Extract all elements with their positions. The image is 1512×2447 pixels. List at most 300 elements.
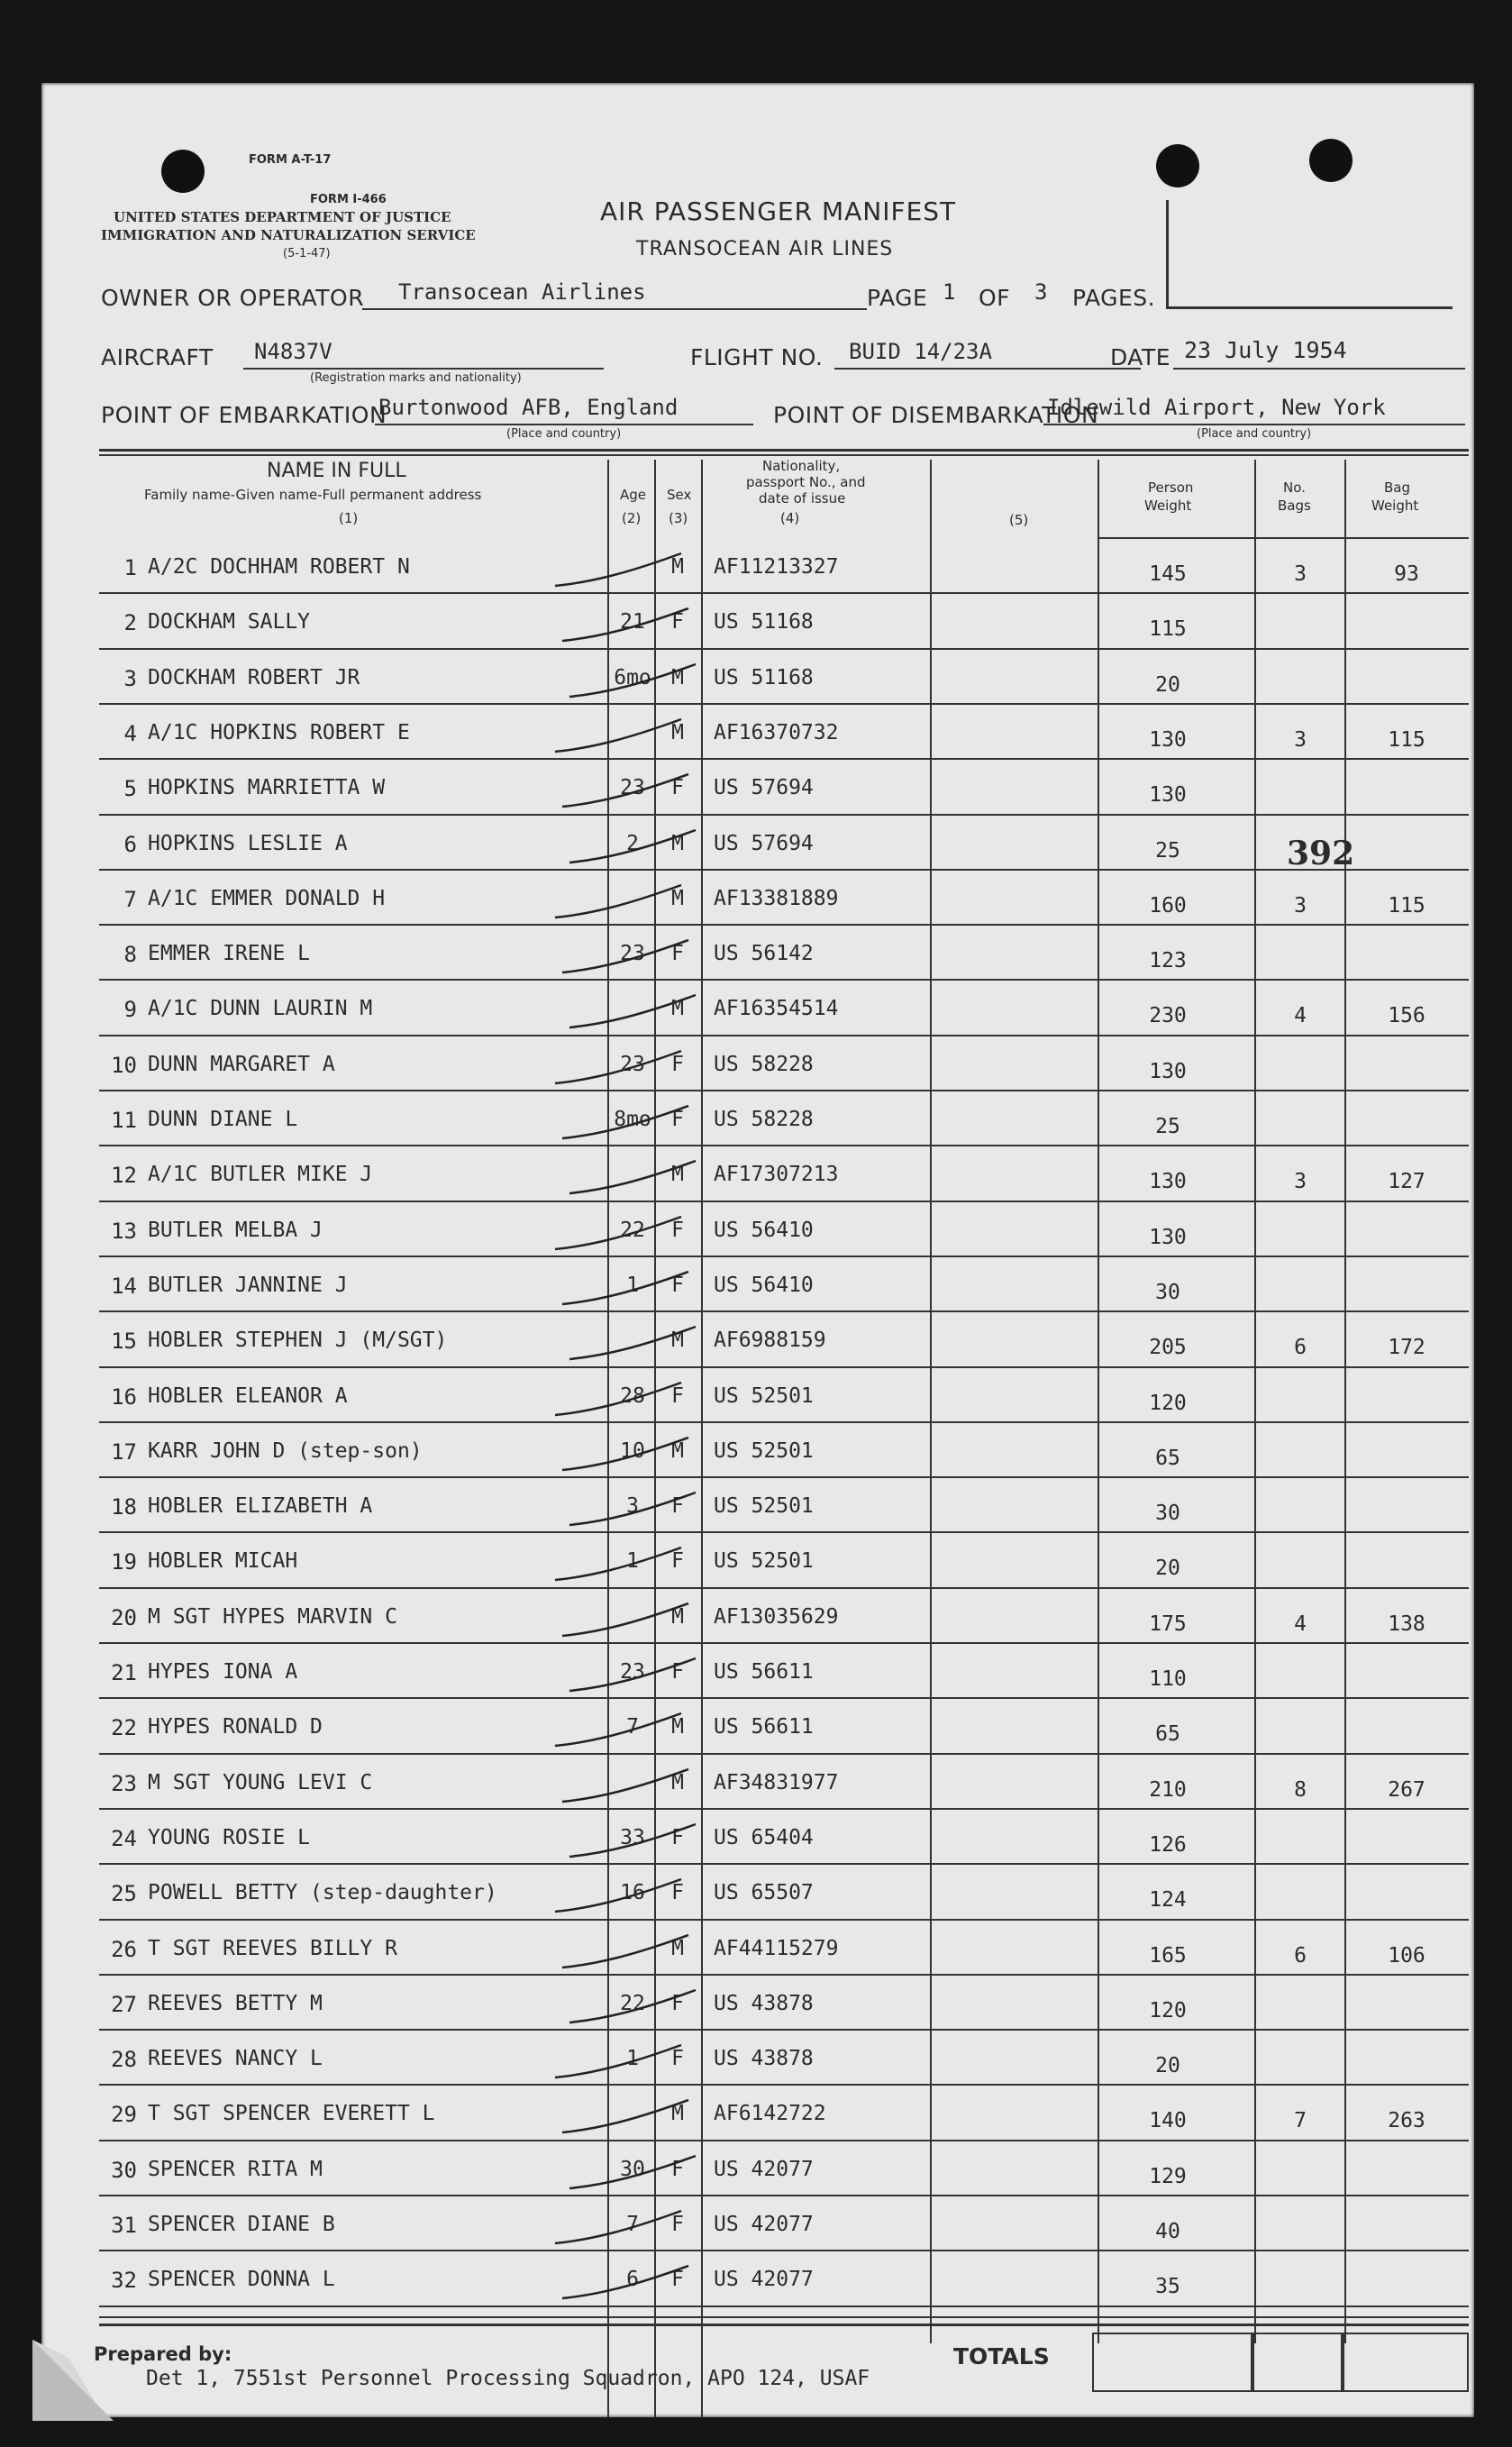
passenger-name: BUTLER MELBA J (148, 1218, 323, 1242)
col-rule-5 (930, 460, 932, 2343)
table-row (99, 2029, 1469, 2031)
passenger-passport: US 42077 (714, 2213, 814, 2236)
check-mark (560, 1651, 741, 1705)
row-number: 20 (111, 1604, 137, 1630)
passenger-age: 6mo (614, 665, 651, 689)
passenger-name: SPENCER RITA M (148, 2157, 323, 2181)
check-mark (560, 1817, 741, 1871)
passenger-name: M SGT YOUNG LEVI C (148, 1770, 373, 1794)
col-rule-bagw (1344, 460, 1346, 2343)
bag-count: 3 (1294, 562, 1307, 586)
table-row (99, 1697, 1469, 1699)
row-number: 13 (111, 1218, 137, 1244)
person-weight: 35 (1155, 2275, 1180, 2299)
check-mark (546, 1044, 726, 1098)
col-bagw-2: Weight (1371, 498, 1419, 514)
check-mark (553, 1430, 733, 1484)
passenger-passport: AF34831977 (714, 1770, 839, 1794)
passenger-name: HYPES IONA A (148, 1660, 298, 1684)
check-mark (546, 1706, 726, 1760)
row-number: 32 (111, 2268, 137, 2294)
table-row (99, 1919, 1469, 1921)
table-row (99, 2305, 1469, 2307)
person-weight: 130 (1149, 1059, 1187, 1083)
form-date: (5-1-47) (283, 247, 331, 260)
row-number: 8 (123, 942, 137, 968)
check-mark (560, 1983, 741, 2037)
bag-weight: 93 (1394, 562, 1419, 586)
person-weight: 120 (1149, 1998, 1187, 2022)
check-mark (546, 2038, 726, 2092)
owner-label: OWNER OR OPERATOR (101, 285, 365, 311)
disembarkation-label: POINT OF DISEMBARKATION (773, 402, 1099, 428)
col-name-num: (1) (339, 510, 359, 526)
passenger-passport: US 56611 (714, 1715, 814, 1739)
col-bags-1: No. (1283, 479, 1306, 496)
person-weight: 120 (1149, 1391, 1187, 1415)
passenger-age: 6 (626, 2268, 639, 2292)
person-weight: 20 (1155, 1557, 1180, 1581)
passenger-name: SPENCER DIANE B (148, 2213, 335, 2236)
form-number-1: FORM A-T-17 (249, 153, 332, 167)
passenger-sex: F (671, 2047, 684, 2071)
owner-value: Transocean Airlines (398, 279, 646, 305)
passenger-passport: US 58228 (714, 1052, 814, 1076)
bag-weight: 138 (1388, 1612, 1425, 1636)
person-weight: 20 (1155, 2054, 1180, 2078)
bag-weight: 127 (1388, 1170, 1425, 1194)
bag-weight: 263 (1388, 2109, 1425, 2133)
passenger-age: 1 (626, 1273, 639, 1297)
row-number: 26 (111, 1936, 137, 1962)
table-top-rule-2 (99, 454, 1469, 456)
passenger-name: HOBLER ELEANOR A (148, 1383, 348, 1408)
passenger-age: 23 (620, 942, 645, 966)
flight-underline (834, 368, 1141, 370)
passenger-name: A/1C BUTLER MIKE J (148, 1163, 373, 1187)
passenger-sex: F (671, 1549, 684, 1574)
table-row (99, 1808, 1469, 1810)
passenger-name: A/2C DOCHHAM ROBERT N (148, 555, 410, 579)
passenger-passport: US 56142 (714, 942, 814, 966)
passenger-sex: F (671, 1218, 684, 1242)
passenger-name: M SGT HYPES MARVIN C (148, 1604, 397, 1629)
table-row (99, 2195, 1469, 2196)
passenger-passport: AF13035629 (714, 1604, 839, 1629)
passenger-age: 22 (620, 1991, 645, 2015)
check-mark (546, 878, 726, 932)
table-row (99, 1531, 1469, 1533)
person-weight: 25 (1155, 838, 1180, 863)
punch-hole-left (161, 150, 205, 193)
person-weight: 65 (1155, 1722, 1180, 1747)
table-row (99, 1476, 1469, 1478)
col-weight-1: Person (1148, 479, 1194, 496)
bag-weight: 156 (1388, 1004, 1425, 1028)
totals-weight-box (1092, 2333, 1254, 2392)
passenger-sex: M (671, 720, 684, 744)
row-number: 11 (111, 1108, 137, 1133)
person-weight: 145 (1149, 562, 1187, 586)
table-row (99, 924, 1469, 926)
table-row (99, 1863, 1469, 1865)
table-row (99, 1201, 1469, 1202)
person-weight: 124 (1149, 1888, 1187, 1913)
passenger-sex: F (671, 1494, 684, 1519)
passenger-age: 21 (620, 610, 645, 635)
aircraft-label: AIRCRAFT (101, 344, 214, 370)
row-number: 12 (111, 1163, 137, 1189)
passenger-name: A/1C EMMER DONALD H (148, 886, 386, 910)
row-number: 30 (111, 2157, 137, 2183)
check-mark (546, 1210, 726, 1264)
person-weight: 130 (1149, 1170, 1187, 1194)
check-mark (553, 1762, 733, 1816)
check-mark (560, 988, 741, 1042)
header-bottom-rule (1098, 537, 1469, 539)
manifest-subtitle: TRANSOCEAN AIR LINES (636, 238, 894, 260)
passenger-sex: F (671, 776, 684, 800)
person-weight: 130 (1149, 783, 1187, 808)
row-number: 5 (123, 776, 137, 802)
disembarkation-note: (Place and country) (1197, 427, 1312, 441)
person-weight: 130 (1149, 1225, 1187, 1249)
page-value: 1 (943, 279, 956, 305)
check-mark (560, 2149, 741, 2203)
row-number: 17 (111, 1438, 137, 1465)
table-row (99, 758, 1469, 760)
col-nat-num: (4) (780, 510, 800, 526)
col-nat-3: date of issue (759, 490, 846, 507)
manifest-title: AIR PASSENGER MANIFEST (600, 196, 957, 226)
flight-value: BUID 14/23A (849, 339, 992, 364)
person-weight: 165 (1149, 1943, 1187, 1968)
row-number: 14 (111, 1273, 137, 1299)
table-row (99, 1974, 1469, 1976)
col-sex: Sex (667, 487, 692, 503)
table-row (99, 703, 1469, 705)
table-row (99, 869, 1469, 871)
table-row (99, 1587, 1469, 1589)
row-number: 21 (111, 1660, 137, 1685)
person-weight: 175 (1149, 1612, 1187, 1636)
col-name-sub: Family name-Given name-Full permanent address (144, 487, 482, 503)
passenger-name: T SGT SPENCER EVERETT L (148, 2102, 435, 2126)
passenger-name: YOUNG ROSIE L (148, 1825, 311, 1849)
col-nat-2: passport No., and (746, 474, 866, 490)
table-row (99, 1421, 1469, 1423)
passenger-sex: F (671, 1108, 684, 1131)
passenger-passport: US 52501 (714, 1549, 814, 1574)
check-mark (553, 767, 733, 821)
passenger-name: HOBLER STEPHEN J (M/SGT) (148, 1329, 448, 1353)
person-weight: 110 (1149, 1667, 1187, 1691)
prepared-by-label: Prepared by: (94, 2343, 232, 2365)
person-weight: 25 (1155, 1115, 1180, 1138)
passenger-passport: AF11213327 (714, 555, 839, 579)
check-mark (546, 2204, 726, 2258)
passenger-sex: M (671, 2102, 684, 2126)
person-weight: 129 (1149, 2164, 1187, 2188)
passenger-sex: M (671, 1329, 684, 1353)
passenger-sex: F (671, 1991, 684, 2015)
person-weight: 30 (1155, 1502, 1180, 1526)
check-mark (553, 933, 733, 987)
manifest-page (41, 83, 1474, 2417)
passenger-name: DUNN MARGARET A (148, 1052, 335, 1076)
footer-top-rule-2 (99, 2324, 1469, 2326)
passenger-age: 28 (620, 1383, 645, 1408)
passenger-sex: M (671, 1770, 684, 1794)
passenger-age: 30 (620, 2157, 645, 2181)
passenger-passport: AF6988159 (714, 1329, 826, 1353)
row-number: 18 (111, 1494, 137, 1520)
row-number: 2 (123, 610, 137, 636)
passenger-sex: F (671, 2157, 684, 2181)
passenger-passport: US 58228 (714, 1108, 814, 1131)
passenger-passport: US 43878 (714, 1991, 814, 2015)
passenger-name: SPENCER DONNA L (148, 2268, 335, 2292)
row-number: 31 (111, 2213, 137, 2238)
col-bags-2: Bags (1278, 498, 1311, 514)
check-mark (553, 1265, 733, 1319)
passenger-name: REEVES BETTY M (148, 1991, 323, 2015)
footer-top-rule (99, 2316, 1469, 2318)
aircraft-underline (243, 368, 604, 370)
passenger-passport: US 56611 (714, 1660, 814, 1684)
passenger-passport: US 42077 (714, 2268, 814, 2292)
passenger-name: HOPKINS MARRIETTA W (148, 776, 386, 800)
passenger-age: 16 (620, 1881, 645, 1905)
passenger-sex: M (671, 886, 684, 910)
passenger-passport: US 51168 (714, 610, 814, 635)
passenger-age: 22 (620, 1218, 645, 1242)
table-row (99, 1642, 1469, 1644)
passenger-passport: AF17307213 (714, 1163, 839, 1187)
passenger-passport: US 52501 (714, 1438, 814, 1463)
totals-bags-box (1251, 2333, 1344, 2392)
date-value: 23 July 1954 (1184, 337, 1347, 363)
table-row (99, 2250, 1469, 2251)
passenger-age: 8mo (614, 1108, 651, 1131)
form-number-2: FORM I-466 (310, 193, 387, 206)
passenger-name: DOCKHAM ROBERT JR (148, 665, 360, 689)
passenger-passport: AF16370732 (714, 720, 839, 744)
bag-count: 8 (1294, 1777, 1307, 1802)
passenger-sex: F (671, 610, 684, 635)
check-mark (546, 1872, 726, 1926)
of-value: 3 (1034, 279, 1048, 305)
person-weight: 140 (1149, 2109, 1187, 2133)
person-weight: 205 (1149, 1336, 1187, 1360)
passenger-passport: AF16354514 (714, 997, 839, 1021)
person-weight: 160 (1149, 893, 1187, 918)
passenger-sex: F (671, 1273, 684, 1297)
passenger-age: 2 (626, 831, 639, 855)
check-mark (560, 1154, 741, 1208)
bag-count: 4 (1294, 1004, 1307, 1028)
passenger-sex: F (671, 1825, 684, 1849)
passenger-sex: F (671, 2268, 684, 2292)
embarkation-note: (Place and country) (506, 427, 622, 441)
passenger-age: 23 (620, 776, 645, 800)
row-number: 22 (111, 1715, 137, 1741)
bag-count: 6 (1294, 1336, 1307, 1360)
stamp-box-bottom (1166, 306, 1453, 309)
passenger-passport: US 51168 (714, 665, 814, 689)
table-row (99, 1145, 1469, 1146)
bag-count: 3 (1294, 1170, 1307, 1194)
agency-line-2: IMMIGRATION AND NATURALIZATION SERVICE (101, 227, 476, 243)
passenger-name: HOPKINS LESLIE A (148, 831, 348, 855)
check-mark (546, 546, 726, 600)
passenger-name: BUTLER JANNINE J (148, 1273, 348, 1297)
passenger-sex: M (671, 1936, 684, 1960)
totals-label: TOTALS (953, 2343, 1050, 2369)
passenger-age: 10 (620, 1438, 645, 1463)
bag-count: 7 (1294, 2109, 1307, 2133)
of-label: OF (979, 285, 1011, 311)
passenger-sex: F (671, 942, 684, 966)
embarkation-underline (375, 424, 753, 425)
check-mark (553, 601, 733, 655)
embarkation-label: POINT OF EMBARKATION (101, 402, 387, 428)
passenger-sex: F (671, 1660, 684, 1684)
table-row (99, 1090, 1469, 1091)
col-5: (5) (1009, 512, 1029, 528)
person-weight: 126 (1149, 1832, 1187, 1857)
passenger-sex: M (671, 665, 684, 689)
row-number: 29 (111, 2102, 137, 2128)
passenger-age: 23 (620, 1660, 645, 1684)
bag-weight: 115 (1388, 727, 1425, 752)
bag-count: 3 (1294, 727, 1307, 752)
passenger-name: T SGT REEVES BILLY R (148, 1936, 397, 1960)
person-weight: 20 (1155, 672, 1180, 697)
table-row (99, 592, 1469, 594)
passenger-sex: M (671, 1715, 684, 1739)
passenger-age: 23 (620, 1052, 645, 1076)
bag-count: 6 (1294, 1943, 1307, 1968)
date-underline (1173, 368, 1465, 370)
row-number: 9 (123, 997, 137, 1023)
table-row (99, 1753, 1469, 1755)
passenger-passport: US 56410 (714, 1218, 814, 1242)
passenger-age: 1 (626, 1549, 639, 1574)
col-sex-num: (3) (669, 510, 688, 526)
col-age-num: (2) (622, 510, 642, 526)
person-weight: 65 (1155, 1446, 1180, 1470)
date-label: DATE (1110, 344, 1171, 370)
passenger-name: A/1C DUNN LAURIN M (148, 997, 373, 1021)
col-bagw-1: Bag (1384, 479, 1411, 496)
passenger-passport: US 65404 (714, 1825, 814, 1849)
passenger-age: 7 (626, 1715, 639, 1739)
table-row (99, 2140, 1469, 2141)
passenger-sex: F (671, 1383, 684, 1408)
passenger-age: 1 (626, 2047, 639, 2071)
passenger-sex: M (671, 831, 684, 855)
bag-weight: 172 (1388, 1336, 1425, 1360)
bag-count: 3 (1294, 893, 1307, 918)
row-number: 24 (111, 1825, 137, 1851)
passenger-sex: F (671, 1052, 684, 1076)
table-row (99, 1255, 1469, 1257)
person-weight: 30 (1155, 1280, 1180, 1304)
row-number: 3 (123, 665, 137, 691)
row-number: 19 (111, 1549, 137, 1575)
aircraft-value: N4837V (254, 339, 332, 364)
col-rule-bags (1254, 460, 1256, 2343)
aircraft-note: (Registration marks and nationality) (310, 371, 522, 385)
check-mark (553, 1099, 733, 1153)
passenger-sex: M (671, 997, 684, 1021)
row-number: 6 (123, 831, 137, 857)
passenger-age: 7 (626, 2213, 639, 2236)
passenger-name: REEVES NANCY L (148, 2047, 323, 2071)
check-mark (546, 1540, 726, 1594)
table-row (99, 648, 1469, 650)
row-number: 27 (111, 1991, 137, 2017)
prepared-by-value: Det 1, 7551st Personnel Processing Squadron, APO 124, USAF (146, 2367, 870, 2390)
passenger-name: A/1C HOPKINS ROBERT E (148, 720, 410, 744)
passenger-name: HYPES RONALD D (148, 1715, 323, 1739)
passenger-age: 33 (620, 1825, 645, 1849)
passenger-passport: US 57694 (714, 831, 814, 855)
passenger-sex: F (671, 1881, 684, 1905)
col-age: Age (620, 487, 647, 503)
stamped-number: 392 (1287, 835, 1355, 872)
passenger-passport: US 57694 (714, 776, 814, 800)
owner-underline (362, 308, 867, 310)
table-row (99, 1310, 1469, 1312)
row-number: 23 (111, 1770, 137, 1796)
table-row (99, 1035, 1469, 1036)
agency-line-1: UNITED STATES DEPARTMENT OF JUSTICE (114, 209, 451, 225)
folded-corner (32, 2340, 114, 2421)
col-rule-weight (1098, 460, 1099, 2343)
passenger-sex: M (671, 1604, 684, 1629)
row-number: 15 (111, 1329, 137, 1355)
passenger-sex: M (671, 1438, 684, 1463)
table-row (99, 979, 1469, 981)
passenger-passport: US 52501 (714, 1494, 814, 1519)
passenger-name: KARR JOHN D (step-son) (148, 1438, 423, 1463)
bag-count: 4 (1294, 1612, 1307, 1636)
table-row (99, 814, 1469, 816)
passenger-passport: US 65507 (714, 1881, 814, 1905)
passenger-passport: AF13381889 (714, 886, 839, 910)
person-weight: 40 (1155, 2220, 1180, 2243)
pages-label: PAGES. (1072, 285, 1156, 311)
bag-weight: 115 (1388, 893, 1425, 918)
stamp-box-left (1166, 200, 1169, 308)
punch-hole-right-1 (1156, 144, 1199, 187)
row-number: 1 (123, 555, 137, 580)
passenger-passport: US 56410 (714, 1273, 814, 1297)
table-row (99, 1366, 1469, 1368)
person-weight: 115 (1149, 617, 1187, 642)
row-number: 25 (111, 1881, 137, 1907)
disembarkation-underline (1043, 424, 1465, 425)
bag-weight: 267 (1388, 1777, 1425, 1802)
check-mark (560, 823, 741, 877)
passenger-name: EMMER IRENE L (148, 942, 311, 966)
passenger-passport: AF44115279 (714, 1936, 839, 1960)
check-mark (546, 712, 726, 766)
col-weight-2: Weight (1144, 498, 1192, 514)
flight-label: FLIGHT NO. (690, 344, 824, 370)
